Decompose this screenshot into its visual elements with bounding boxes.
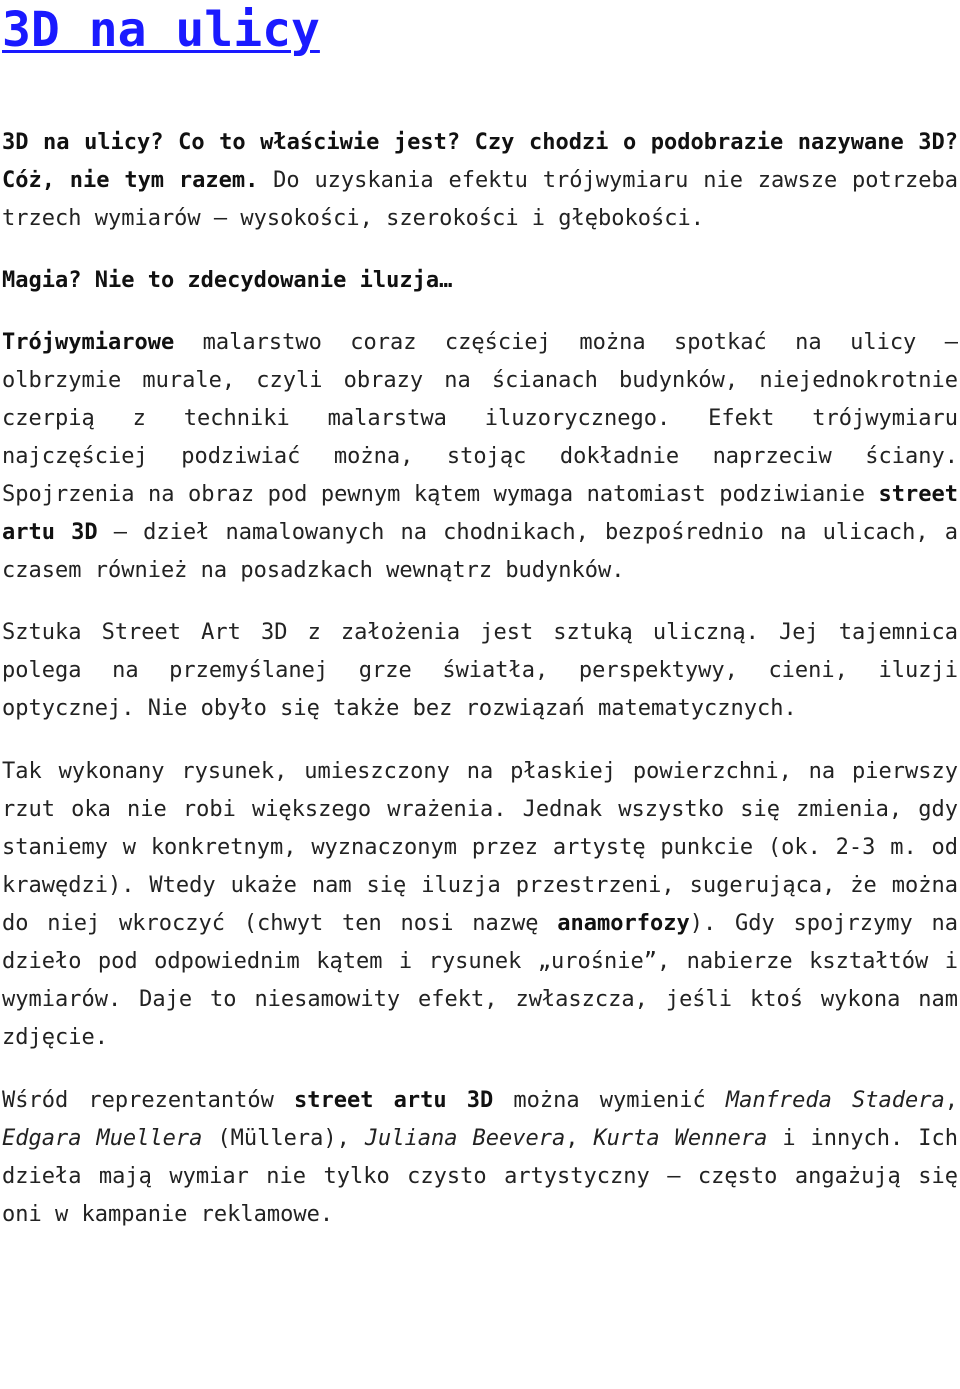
artists-bold-street-art: street artu 3D: [293, 1088, 494, 1113]
murals-text-1: malarstwo coraz częściej można spotkać na ulicy – olbrzymie murale, czyli obrazy na ścianach budynków, niejednokrotnie czerpią z techniki malarstwa iluzorycznego. Efekt trójwymiaru najczęściej podziwiać można, stojąc dokładnie naprzeciw ściany. Spojrzenia na obraz pod pewnym kątem wymaga natomiast podziwianie: [2, 330, 958, 507]
artist-name-stader: Manfreda Stadera: [725, 1088, 945, 1113]
page-title: [2, 0, 958, 58]
intro-paragraph: [2, 124, 958, 238]
intro-text: Do uzyskania efektu trójwymiaru nie zawsze potrzeba trzech wymiarów – wysokości, szerokości i głębokości.: [2, 168, 958, 231]
artists-text-5: ,: [565, 1126, 594, 1151]
artists-text-6: i innych. Ich dzieła mają wymiar nie tylko czysto artystyczny – często angażują się oni w kampanie reklamowe.: [2, 1126, 958, 1227]
murals-bold-street-art: street artu 3D: [2, 482, 958, 545]
artist-name-mueller: Edgara Muellera: [2, 1126, 203, 1151]
murals-bold-term: Trójwymiarowe: [2, 330, 175, 355]
artists-paragraph: [2, 1082, 958, 1234]
artist-name-wenner: Kurta Wennera: [593, 1126, 768, 1151]
magic-paragraph: [2, 262, 958, 300]
anamorphosis-text-1: Tak wykonany rysunek, umieszczony na płaskiej powierzchni, na pierwszy rzut oka nie robi większego wrażenia. Jednak wszystko się zmienia, gdy staniemy w konkretnym, wyznaczonym przez artystę punkcie (ok. 2-3 m. od krawędzi). Wtedy ukaże nam się iluzja przestrzeni, sugerująca, że można do niej wkroczyć (chwyt ten nosi nazwę: [2, 759, 958, 936]
artist-name-beever: Juliana Beevera: [364, 1126, 566, 1151]
artists-text-2: można wymienić: [493, 1088, 726, 1113]
artists-text-1: Wśród reprezentantów: [2, 1088, 294, 1113]
murals-paragraph: [2, 324, 958, 590]
murals-text-2: – dzieł namalowanych na chodnikach, bezpośrednio na ulicach, a czasem również na posadzkach wewnątrz budynków.: [2, 520, 958, 583]
anamorphosis-paragraph: [2, 753, 958, 1057]
anamorphosis-text-2: ). Gdy spojrzymy na dzieło pod odpowiednim kątem i rysunek „urośnie”, nabierze kształtów i wymiarów. Daje to niesamowity efekt, zwłaszcza, jeśli ktoś wykona nam zdjęcie.: [2, 911, 958, 1050]
street-art-paragraph: Sztuka Street Art 3D z założenia jest sztuką uliczną. Jej tajemnica polega na przemyślanej grze światła, perspektywy, cieni, iluzji optycznej. Nie obyło się także bez rozwiązań matematycznych.: [2, 620, 958, 721]
intro-bold-text: 3D na ulicy? Co to właściwie jest? Czy chodzi o podobrazie nazywane 3D? Cóż, nie tym razem.: [2, 130, 958, 193]
magic-bold-text: Magia? Nie to zdecydowanie iluzja…: [2, 268, 453, 293]
artists-text-4: (Müllera),: [202, 1126, 365, 1151]
anamorphosis-bold-term: anamorfozy: [557, 911, 690, 936]
artists-text-3: ,: [944, 1088, 959, 1113]
title-link[interactable]: 3D na ulicy: [2, 2, 320, 58]
